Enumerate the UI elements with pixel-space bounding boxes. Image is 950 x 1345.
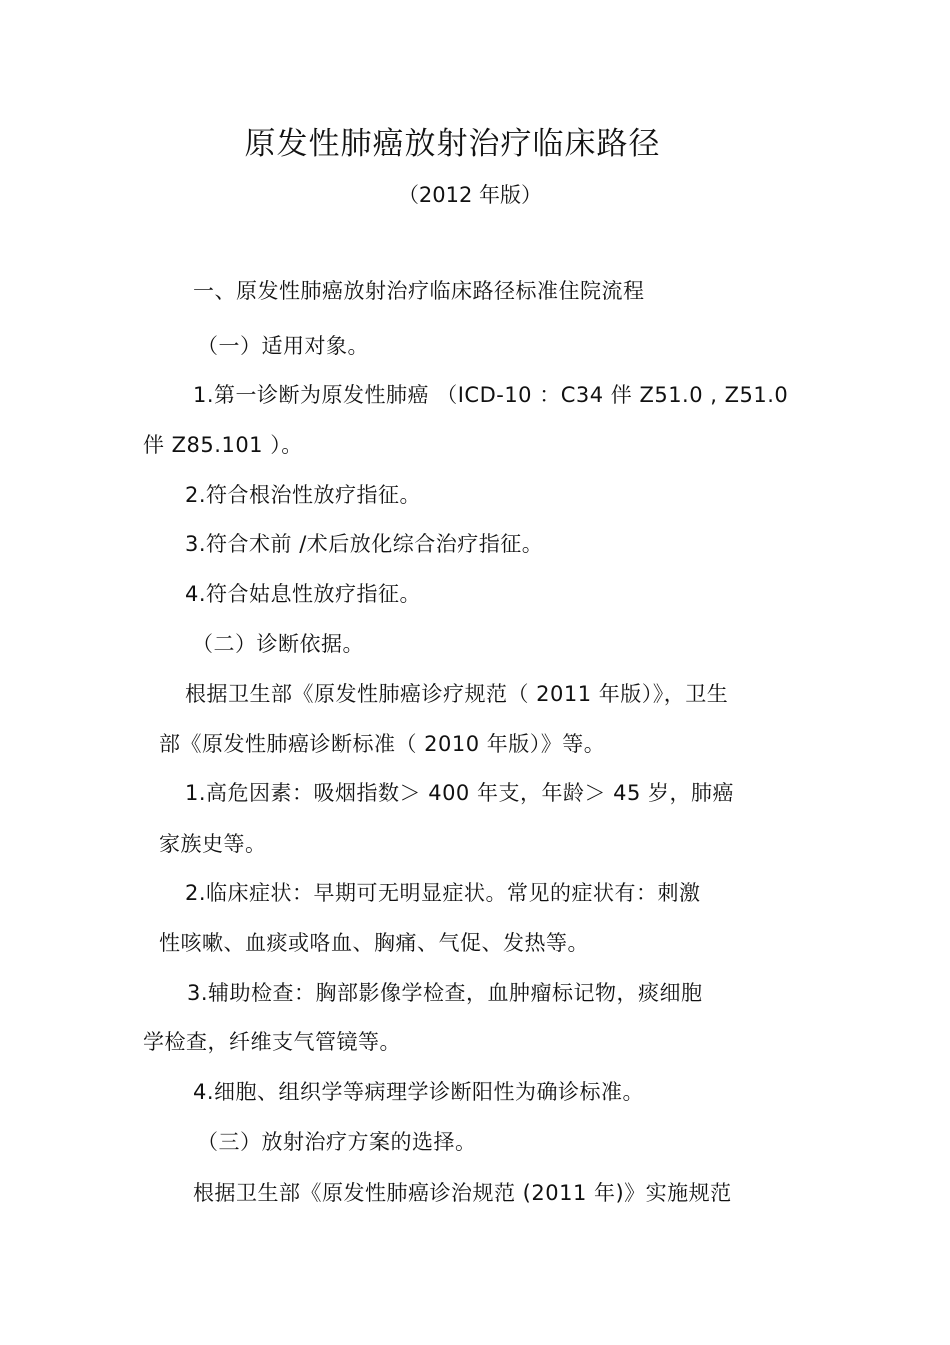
paragraph-line: 2.临床症状：早期可无明显症状。常见的症状有：刺激	[185, 881, 701, 905]
section-heading: 一、原发性肺癌放射治疗临床路径标准住院流程	[193, 279, 645, 303]
paragraph-line: 3.符合术前 /术后放化综合治疗指征。	[185, 532, 544, 556]
subsection-heading-diagnosis-basis: （二）诊断依据。	[192, 632, 364, 656]
paragraph-line: 根据卫生部《原发性肺癌诊疗规范（ 2011 年版）》，卫生	[185, 682, 729, 706]
paragraph-line: 部《原发性肺癌诊断标准（ 2010 年版）》等。	[159, 732, 606, 756]
paragraph-line: 1.第一诊断为原发性肺癌 （ICD-10 ：C34 伴 Z51.0 , Z51.0	[193, 383, 789, 407]
paragraph-line: 性咳嗽、血痰或咯血、胸痛、气促、发热等。	[159, 931, 589, 955]
document-subtitle: （2012 年版）	[397, 183, 543, 207]
paragraph-line: 4.细胞、组织学等病理学诊断阳性为确诊标准。	[193, 1080, 645, 1104]
paragraph-line: 3.辅助检查：胸部影像学检查，血肿瘤标记物，痰细胞	[187, 981, 703, 1005]
paragraph-line: 根据卫生部《原发性肺癌诊治规范 (2011 年)》实施规范	[193, 1181, 732, 1205]
paragraph-line: 伴 Z85.101 ）。	[143, 433, 303, 457]
paragraph-line: 1.高危因素：吸烟指数＞ 400 年支，年龄＞ 45 岁，肺癌	[185, 781, 735, 805]
subsection-heading-treatment-plan: （三）放射治疗方案的选择。	[197, 1130, 477, 1154]
paragraph-line: 家族史等。	[159, 832, 267, 856]
subsection-heading-applicable-subjects: （一）适用对象。	[197, 334, 369, 358]
paragraph-line: 4.符合姑息性放疗指征。	[185, 582, 422, 606]
document-title: 原发性肺癌放射治疗临床路径	[244, 126, 661, 162]
paragraph-line: 学检查，纤维支气管镜等。	[143, 1030, 401, 1054]
paragraph-line: 2.符合根治性放疗指征。	[185, 483, 422, 507]
